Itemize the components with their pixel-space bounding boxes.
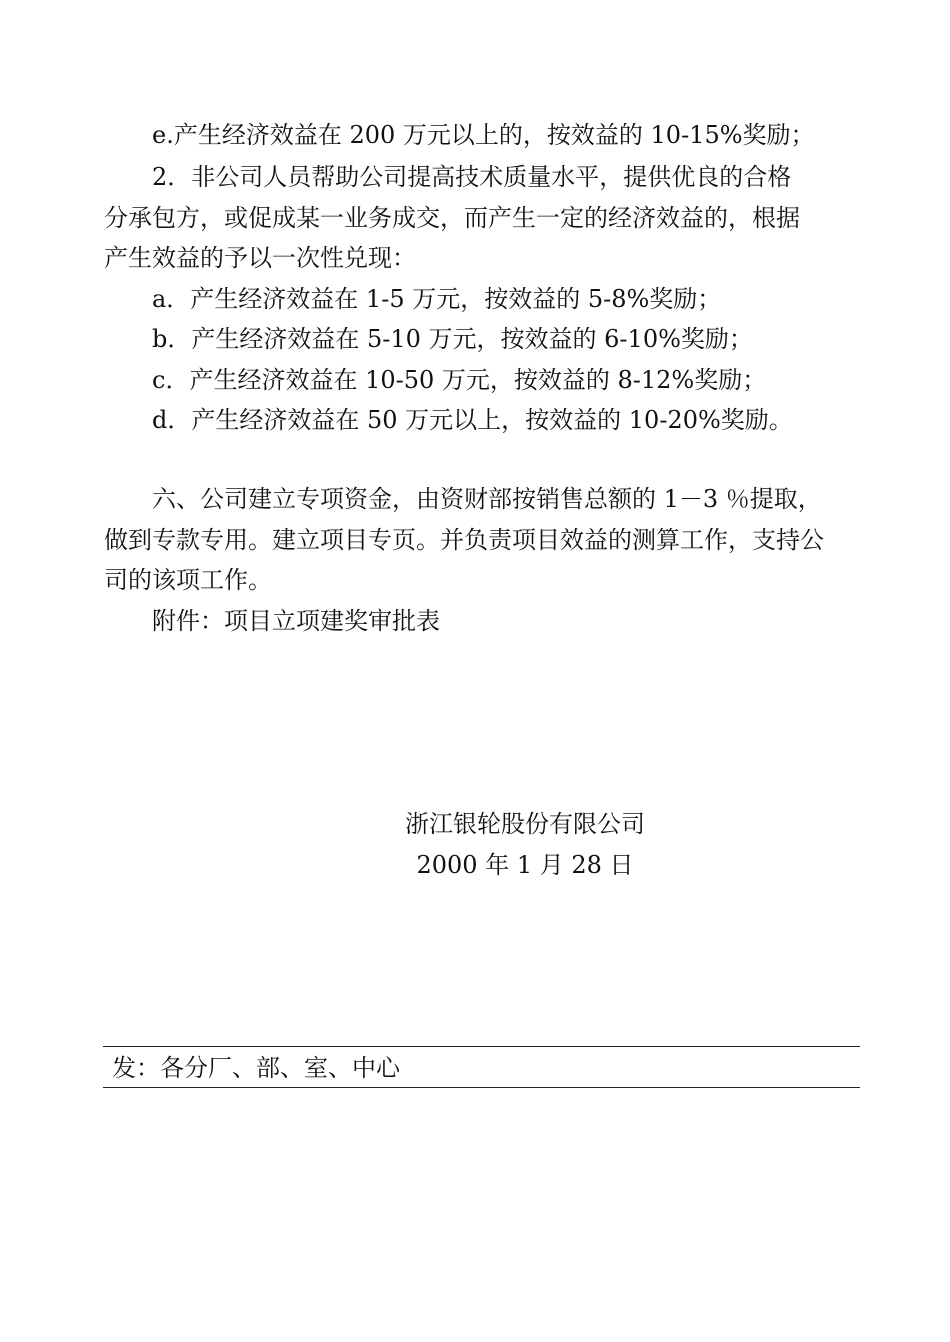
distribution-list: 发：各分厂、部、室、中心 <box>112 1054 400 1082</box>
signature-company: 浙江银轮股份有限公司 <box>405 810 645 838</box>
attachment-note: 附件：项目立项建奖审批表 <box>152 607 440 635</box>
signature-date: 2000 年 1 月 28 日 <box>416 851 634 879</box>
clause-2-line-1: 2．非公司人员帮助公司提高技术质量水平，提供优良的合格 <box>152 163 792 191</box>
reward-item-d: d．产生经济效益在 50 万元以上，按效益的 10-20%奖励。 <box>152 406 793 434</box>
reward-item-b: b．产生经济效益在 5-10 万元，按效益的 6-10%奖励； <box>152 325 753 353</box>
distribution-top-rule <box>103 1046 860 1047</box>
reward-item-e: e.产生经济效益在 200 万元以上的，按效益的 10-15%奖励； <box>152 121 815 149</box>
clause-2-line-2: 分承包方，或促成某一业务成交，而产生一定的经济效益的，根据 <box>104 204 800 232</box>
distribution-bottom-rule <box>103 1087 860 1088</box>
clause-2-line-3: 产生效益的予以一次性兑现： <box>104 244 416 272</box>
section-6-line-2: 做到专款专用。建立项目专页。并负责项目效益的测算工作，支持公 <box>104 526 824 554</box>
reward-item-a: a．产生经济效益在 1-5 万元，按效益的 5-8%奖励； <box>152 285 722 313</box>
section-6-line-1: 六、公司建立专项资金，由资财部按销售总额的 1－3 ％提取， <box>152 485 822 513</box>
section-6-line-3: 司的该项工作。 <box>104 566 272 594</box>
reward-item-c: c．产生经济效益在 10-50 万元，按效益的 8-12%奖励； <box>152 366 767 394</box>
